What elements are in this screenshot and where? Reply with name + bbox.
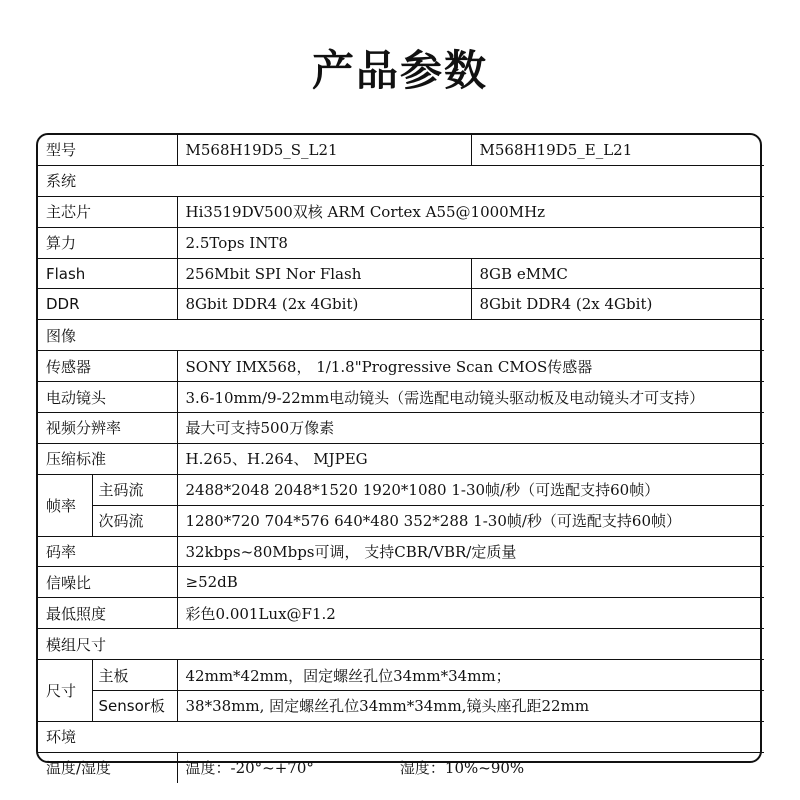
table-row (38, 165, 764, 196)
table-row (38, 289, 764, 320)
size-sensor-value: 38*38mm, 固定螺丝孔位34mm*34mm,镜头座孔距22mm (177, 691, 764, 722)
chip-value: Hi3519DV500双核 ARM Cortex A55@1000MHz (177, 196, 764, 227)
table-row (38, 567, 764, 598)
table-row (38, 474, 764, 505)
flash-label: Flash (38, 258, 177, 289)
compression-label: 压缩标准 (38, 443, 177, 474)
section-system: 系统 (38, 165, 764, 196)
page-title: 产品参数 (311, 46, 488, 95)
table-row (38, 721, 764, 752)
illumination-label: 最低照度 (38, 598, 177, 629)
table-row (38, 443, 764, 474)
flash-s-value: 256Mbit SPI Nor Flash (177, 258, 471, 289)
framerate-label: 帧率 (38, 474, 92, 536)
table-row (38, 752, 764, 782)
snr-value: ≥52dB (177, 567, 764, 598)
model-label: 型号 (38, 135, 177, 165)
flash-e-value: 8GB eMMC (471, 258, 764, 289)
sensor-value: SONY IMX568， 1/1.8"Progressive Scan CMOS传感器 (177, 351, 764, 382)
model-e-value: M568H19D5_E_L21 (471, 135, 764, 165)
resolution-label: 视频分辨率 (38, 413, 177, 444)
snr-label: 信噪比 (38, 567, 177, 598)
framerate-sub-value: 1280*720 704*576 640*480 352*288 1-30帧/秒（可选配支持60帧） (177, 505, 764, 536)
table-row (38, 536, 764, 567)
lens-value: 3.6-10mm/9-22mm电动镜头（需选配电动镜头驱动板及电动镜头才可支持） (177, 382, 764, 413)
table-row (38, 413, 764, 444)
bitrate-label: 码率 (38, 536, 177, 567)
size-label: 尺寸 (38, 660, 92, 722)
table-row (38, 629, 764, 660)
section-environment: 环境 (38, 721, 764, 752)
table-row (38, 227, 764, 258)
size-board-label: 主板 (92, 660, 177, 691)
table-row (38, 598, 764, 629)
table-row (38, 351, 764, 382)
model-s-value: M568H19D5_S_L21 (177, 135, 471, 165)
resolution-value: 最大可支持500万像素 (177, 413, 764, 444)
compute-value: 2.5Tops INT8 (177, 227, 764, 258)
framerate-main-label: 主码流 (92, 474, 177, 505)
table-row (38, 135, 764, 165)
sensor-label: 传感器 (38, 351, 177, 382)
table-row (38, 660, 764, 691)
table-row (38, 258, 764, 289)
ddr-e-value: 8Gbit DDR4 (2x 4Gbit) (471, 289, 764, 320)
illumination-value: 彩色0.001Lux@F1.2 (177, 598, 764, 629)
spec-table (36, 133, 762, 778)
size-sensor-label: Sensor板 (92, 691, 177, 722)
ddr-s-value: 8Gbit DDR4 (2x 4Gbit) (177, 289, 471, 320)
compression-value: H.265、H.264、 MJPEG (177, 443, 764, 474)
table-row (38, 505, 764, 536)
section-module-size: 模组尺寸 (38, 629, 764, 660)
lens-label: 电动镜头 (38, 382, 177, 413)
humidity-value: 湿度：10%~90% (399, 759, 525, 778)
table-row (38, 691, 764, 722)
table-row (38, 382, 764, 413)
section-image: 图像 (38, 320, 764, 351)
temp-humidity-value (177, 752, 764, 782)
table-row (38, 196, 764, 227)
framerate-sub-label: 次码流 (92, 505, 177, 536)
bitrate-value: 32kbps~80Mbps可调， 支持CBR/VBR/定质量 (177, 536, 764, 567)
size-board-value: 42mm*42mm，固定螺丝孔位34mm*34mm； (177, 660, 764, 691)
table-row (38, 320, 764, 351)
framerate-main-value: 2488*2048 2048*1520 1920*1080 1-30帧/秒（可选配支持60帧） (177, 474, 764, 505)
ddr-label: DDR (38, 289, 177, 320)
temperature-value: 温度：-20°~+70° (185, 759, 314, 778)
temp-humidity-label: 温度/湿度 (38, 752, 177, 782)
chip-label: 主芯片 (38, 196, 177, 227)
compute-label: 算力 (38, 227, 177, 258)
